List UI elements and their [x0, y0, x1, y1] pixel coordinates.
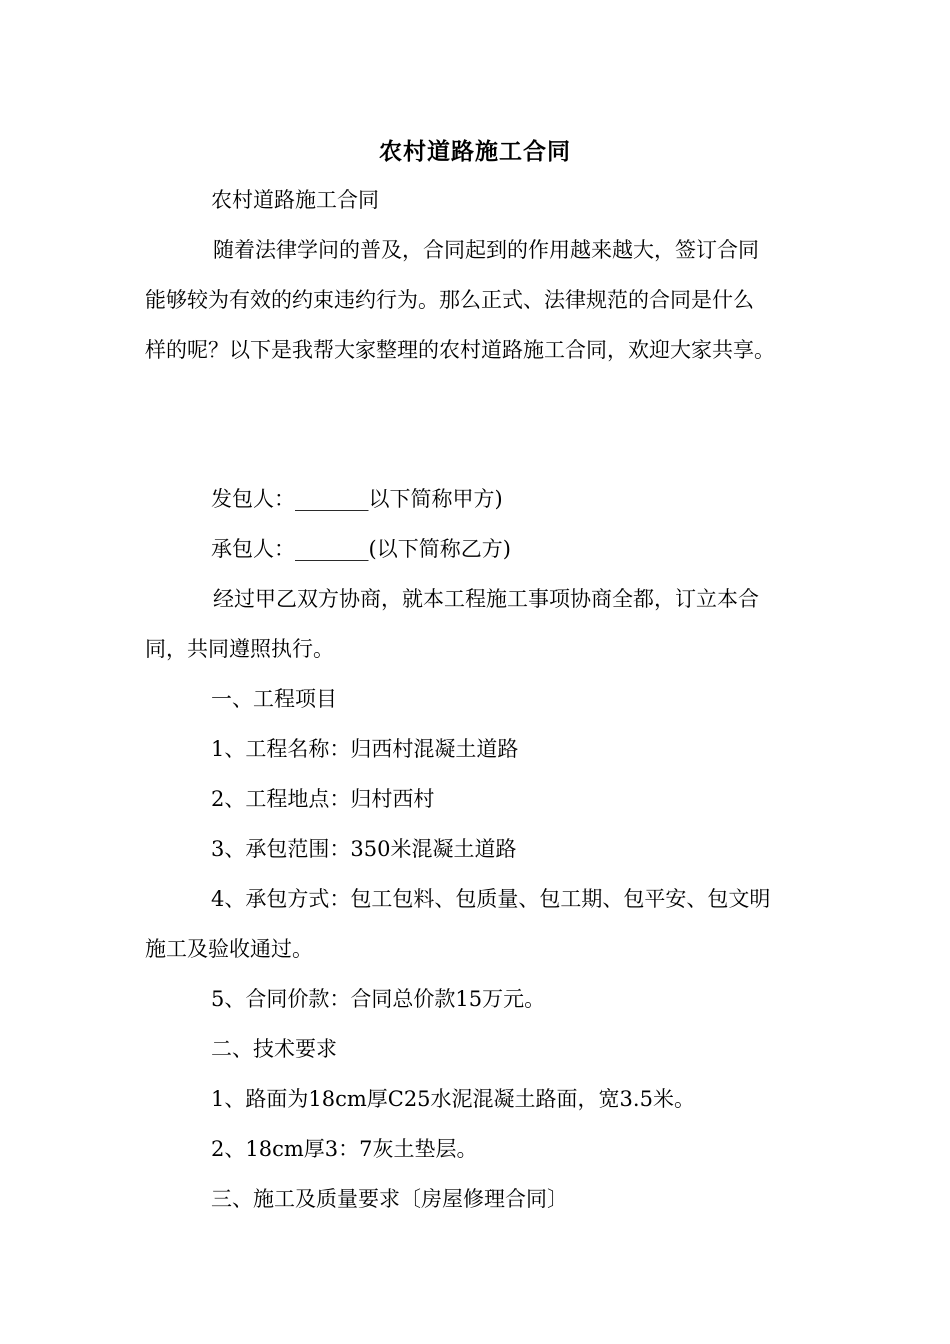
project-item-4-cont: 施工及验收通过。: [145, 937, 313, 961]
section-heading-tech: 二、技术要求: [211, 1037, 337, 1061]
section-heading-project: 一、工程项目: [211, 687, 337, 711]
project-item-2: 2、工程地点：归村西村: [211, 787, 435, 811]
employer-line: 发包人：_______以下简称甲方): [211, 487, 503, 511]
document-title: 农村道路施工合同: [379, 138, 571, 165]
project-item-1: 1、工程名称：归西村混凝土道路: [211, 737, 519, 761]
contractor-line: 承包人：_______(以下简称乙方): [211, 537, 511, 561]
tech-item-2: 2、18cm厚3：7灰土垫层。: [211, 1137, 478, 1161]
agreement-line-2: 同，共同遵照执行。: [145, 637, 334, 661]
subtitle-line: 农村道路施工合同: [211, 188, 379, 212]
tech-item-1: 1、路面为18cm厚C25水泥混凝土路面，宽3.5米。: [211, 1087, 695, 1111]
project-item-4: 4、承包方式：包工包料、包质量、包工期、包平安、包文明: [211, 887, 771, 911]
project-item-3: 3、承包范围：350米混凝土道路: [211, 837, 517, 861]
agreement-line-1: 经过甲乙双方协商，就本工程施工事项协商全都，订立本合: [213, 587, 759, 611]
project-item-5: 5、合同价款：合同总价款15万元。: [211, 987, 546, 1011]
section-heading-quality: 三、施工及质量要求〔房屋修理合同〕: [211, 1187, 568, 1211]
intro-line-1: 随着法律学问的普及，合同起到的作用越来越大，签订合同: [213, 238, 759, 262]
intro-line-2: 能够较为有效的约束违约行为。那么正式、法律规范的合同是什么: [145, 288, 754, 312]
intro-line-3: 样的呢？以下是我帮大家整理的农村道路施工合同，欢迎大家共享。: [145, 338, 775, 362]
